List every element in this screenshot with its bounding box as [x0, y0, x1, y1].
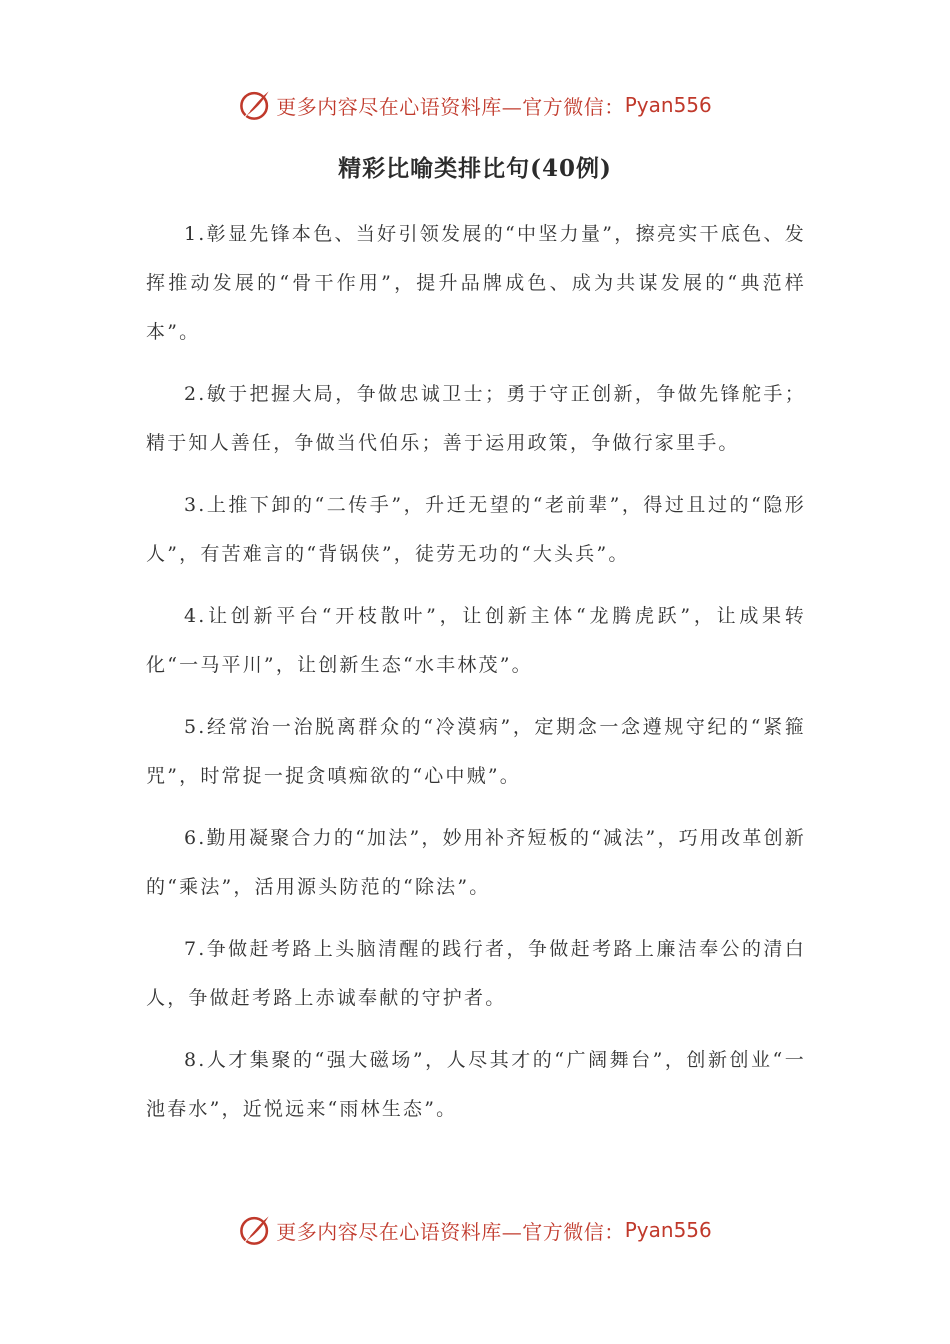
- paragraph-1: 1.彰显先锋本色、当好引领发展的“中坚力量”，擦亮实干底色、发挥推动发展的“骨干作用”，提升品牌成色、成为共谋发展的“典范样本”。: [146, 223, 806, 343]
- header-banner: [0, 85, 950, 125]
- paragraph-5: 5.经常治一治脱离群众的“冷漠病”，定期念一念遵规守纪的“紧箍咒”，时常捉一捉贪嗔痴欲的“心中贼”。: [146, 716, 806, 787]
- banner-contact: Pyan556: [624, 93, 712, 117]
- footer-banner: [0, 1210, 950, 1250]
- quill-pen-circle-icon: [238, 88, 272, 122]
- paragraph-6: 6.勤用凝聚合力的“加法”，妙用补齐短板的“减法”，巧用改革创新的“乘法”，活用源头防范的“除法”。: [146, 827, 806, 898]
- document-body: [146, 210, 806, 1147]
- banner-text: 更多内容尽在心语资料库—官方微信：: [276, 1219, 625, 1244]
- quill-pen-circle-icon: [238, 1213, 272, 1247]
- banner-contact: Pyan556: [624, 1218, 712, 1242]
- banner-text: 更多内容尽在心语资料库—官方微信：: [276, 94, 625, 119]
- paragraph-7: 7.争做赶考路上头脑清醒的践行者，争做赶考路上廉洁奉公的清白人，争做赶考路上赤诚奉献的守护者。: [146, 938, 806, 1009]
- document-title: 精彩比喻类排比句(40例): [338, 155, 612, 182]
- paragraph-2: 2.敏于把握大局，争做忠诚卫士；勇于守正创新，争做先锋舵手；精于知人善任，争做当代伯乐；善于运用政策，争做行家里手。: [146, 383, 806, 454]
- paragraph-3: 3.上推下卸的“二传手”，升迁无望的“老前辈”，得过且过的“隐形人”，有苦难言的“背锅侠”，徒劳无功的“大头兵”。: [146, 494, 806, 565]
- paragraph-8: 8.人才集聚的“强大磁场”，人尽其才的“广阔舞台”，创新创业“一池春水”，近悦远来“雨林生态”。: [146, 1049, 806, 1120]
- paragraph-4: 4.让创新平台“开枝散叶”，让创新主体“龙腾虎跃”，让成果转化“一马平川”，让创新生态“水丰林茂”。: [146, 605, 806, 676]
